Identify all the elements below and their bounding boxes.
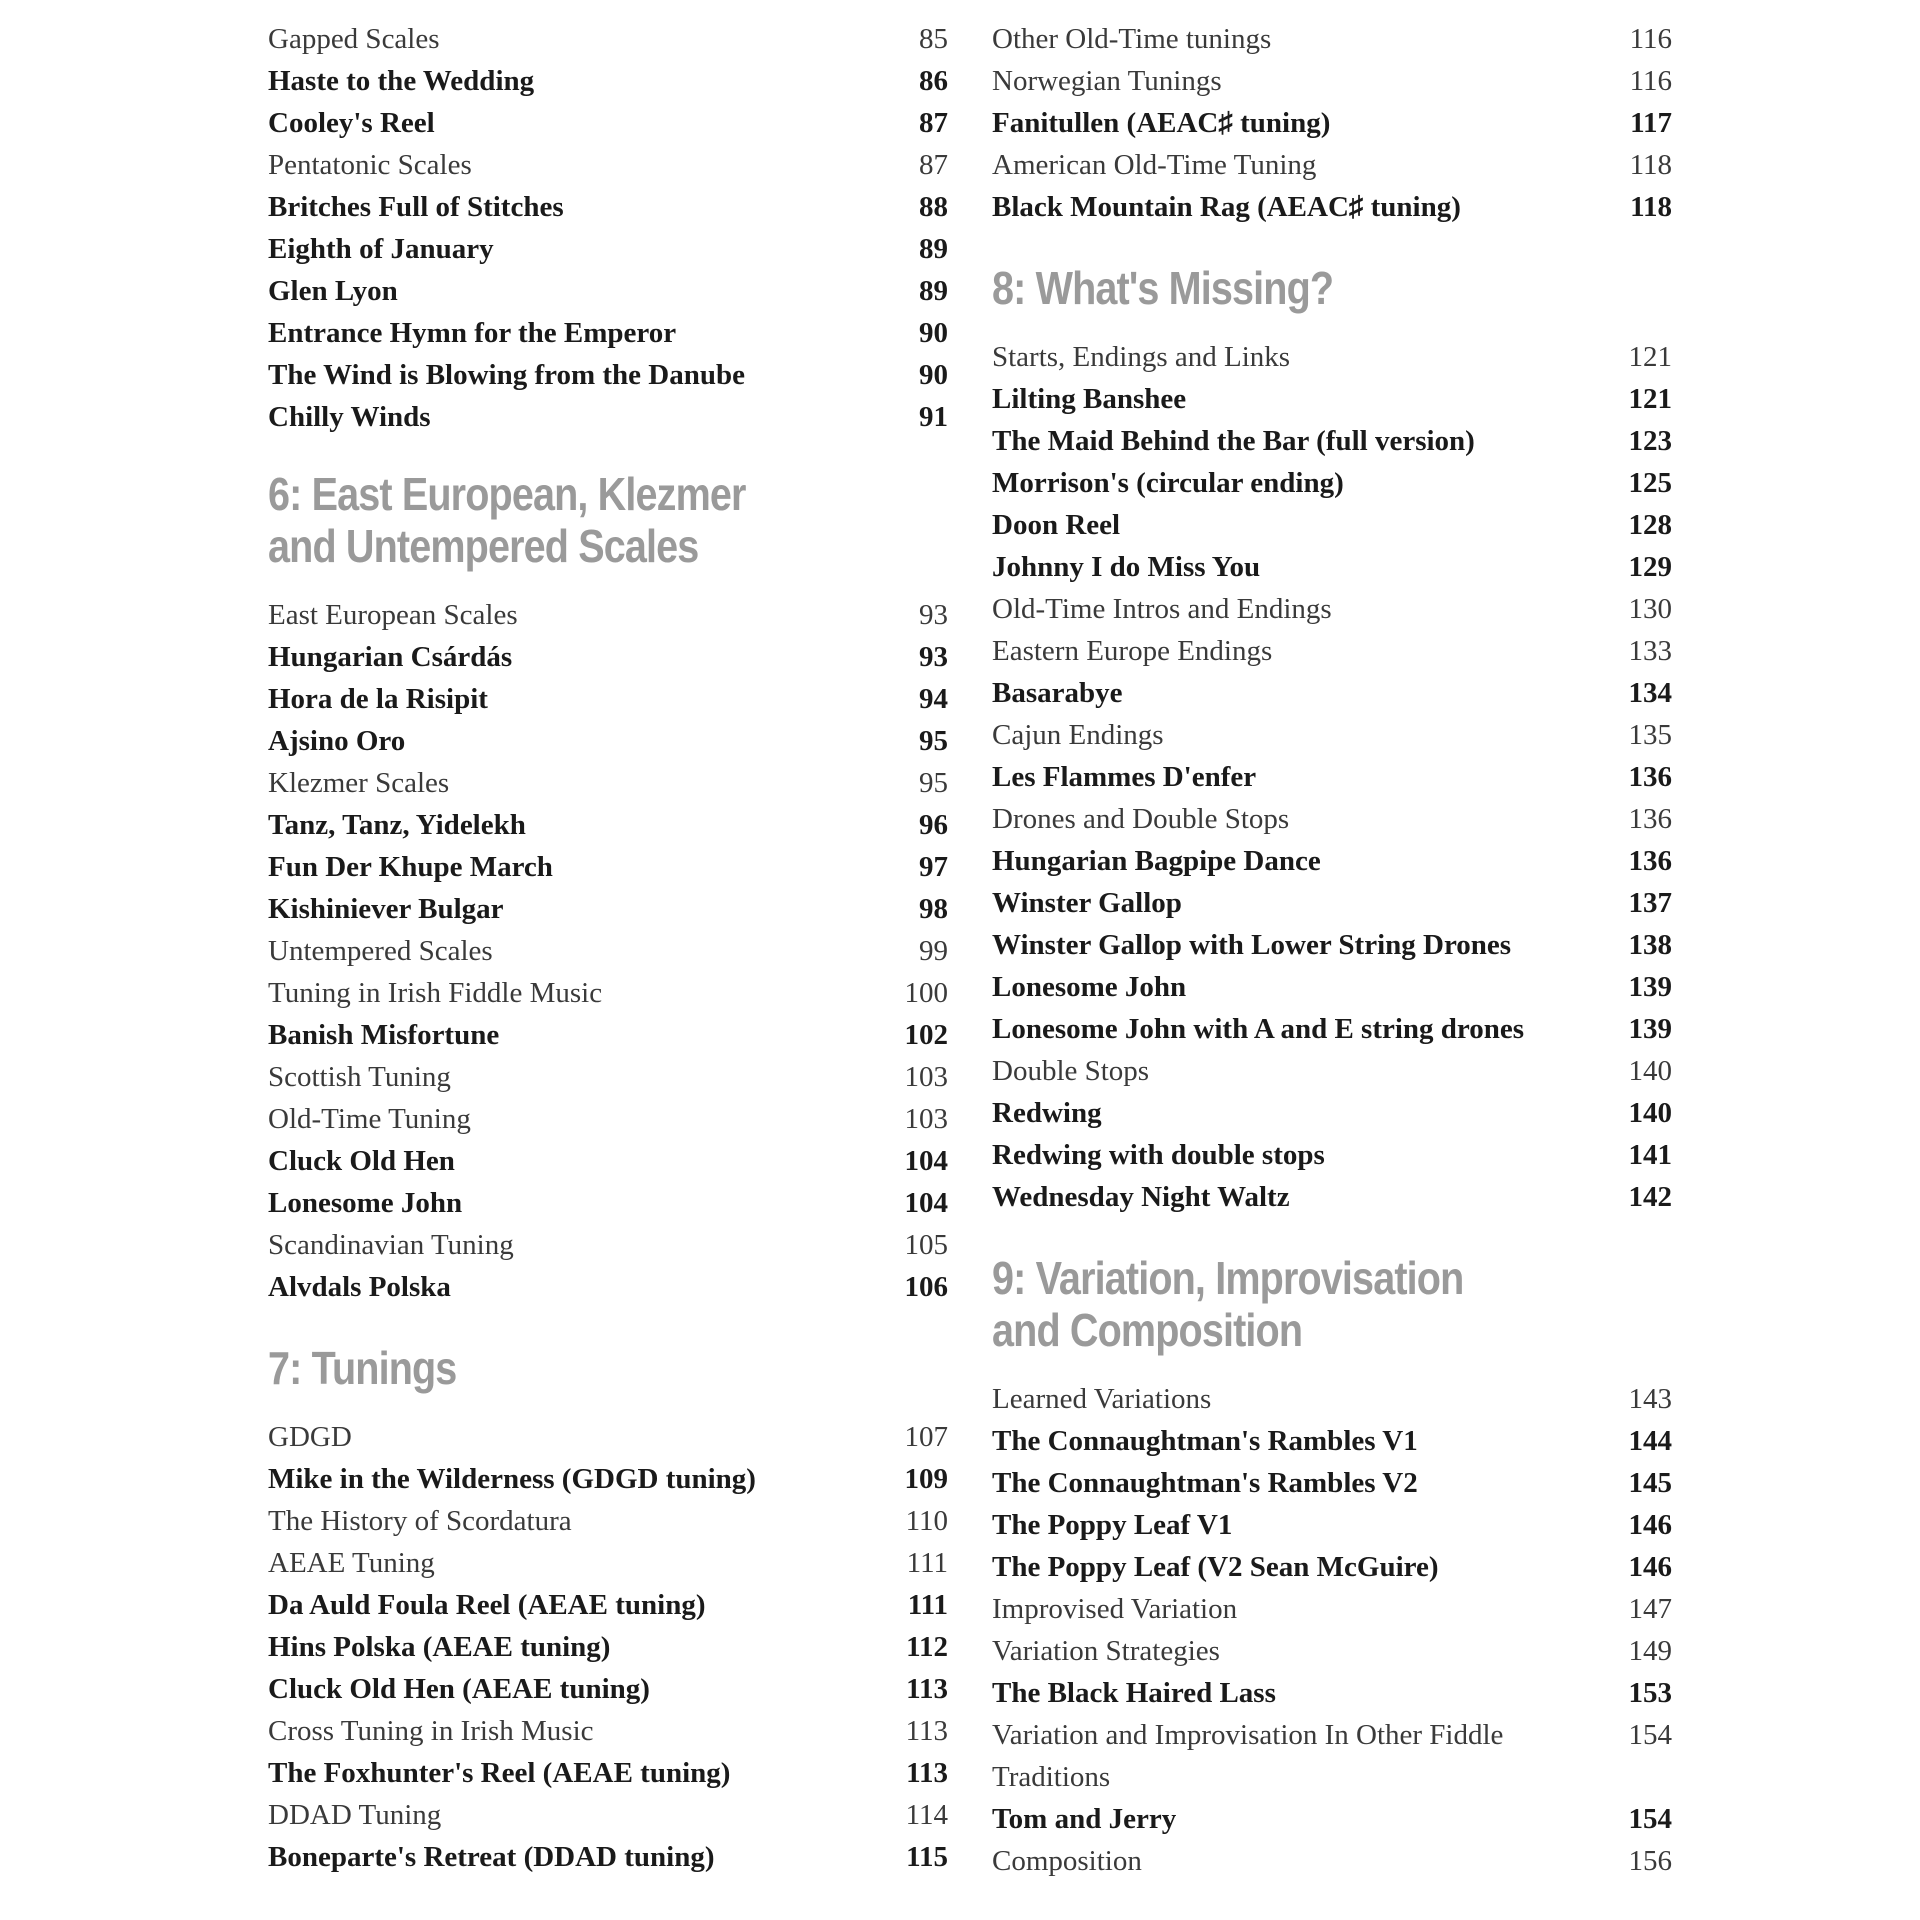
toc-entry-page-number: 140 bbox=[1628, 1097, 1672, 1129]
toc-entry bbox=[992, 1134, 1672, 1176]
toc-entry-title: Winster Gallop bbox=[992, 887, 1182, 919]
toc-entry bbox=[268, 354, 948, 396]
toc-entry bbox=[992, 420, 1672, 462]
toc-entry bbox=[268, 972, 948, 1014]
toc-entry-page-number: 147 bbox=[1628, 1593, 1672, 1625]
toc-entry-page-number: 113 bbox=[906, 1757, 948, 1789]
toc-entry-title: Lilting Banshee bbox=[992, 383, 1187, 415]
toc-entry bbox=[268, 1458, 948, 1500]
toc-entry bbox=[268, 720, 948, 762]
section-6-heading: 6: East European, Klezmer and Untempered Scales bbox=[268, 468, 746, 572]
toc-entry-title: GDGD bbox=[268, 1421, 352, 1453]
toc-entry bbox=[268, 1056, 948, 1098]
toc-entry bbox=[992, 1504, 1672, 1546]
toc-entry-title: The Connaughtman's Rambles V1 bbox=[992, 1425, 1418, 1457]
toc-entry-page-number: 86 bbox=[919, 65, 948, 97]
toc-entry-title: Eastern Europe Endings bbox=[992, 635, 1273, 667]
toc-entry bbox=[992, 378, 1672, 420]
toc-entry-page-number: 87 bbox=[919, 149, 948, 181]
toc-entry-title: Glen Lyon bbox=[268, 275, 398, 307]
toc-entry-title: Scottish Tuning bbox=[268, 1061, 451, 1093]
toc-entry bbox=[992, 588, 1672, 630]
toc-entry-page-number: 105 bbox=[904, 1229, 948, 1261]
toc-entry bbox=[992, 1798, 1672, 1840]
toc-entry-page-number: 89 bbox=[919, 275, 948, 307]
toc-entry-title: Pentatonic Scales bbox=[268, 149, 472, 181]
toc-entry-page-number: 149 bbox=[1628, 1635, 1672, 1667]
toc-entry bbox=[992, 1546, 1672, 1588]
toc-entry-title: Da Auld Foula Reel (AEAE tuning) bbox=[268, 1589, 706, 1621]
toc-entry-title: Winster Gallop with Lower String Drones bbox=[992, 929, 1512, 961]
toc-entry-title: Fanitullen (AEAC♯ tuning) bbox=[992, 107, 1331, 139]
toc-entry-page-number: 130 bbox=[1628, 593, 1672, 625]
toc-entry-title: Starts, Endings and Links bbox=[992, 341, 1291, 373]
toc-entry-page-number: 116 bbox=[1629, 23, 1672, 55]
toc-entry-title: Black Mountain Rag (AEAC♯ tuning) bbox=[992, 191, 1461, 223]
toc-entry-title: Ajsino Oro bbox=[268, 725, 406, 757]
toc-entry bbox=[268, 1668, 948, 1710]
toc-entry-title: Redwing bbox=[992, 1097, 1102, 1129]
toc-entry-title: Old-Time Intros and Endings bbox=[992, 593, 1332, 625]
toc-entry bbox=[268, 804, 948, 846]
toc-entry-page-number: 125 bbox=[1628, 467, 1672, 499]
toc-entry-title: Banish Misfortune bbox=[268, 1019, 500, 1051]
toc-entry bbox=[992, 102, 1672, 144]
toc-entry bbox=[992, 882, 1672, 924]
toc-entry bbox=[992, 1630, 1672, 1672]
toc-entry-page-number: 116 bbox=[1629, 65, 1672, 97]
toc-entry-title: DDAD Tuning bbox=[268, 1799, 442, 1831]
toc-entry-page-number: 107 bbox=[904, 1421, 948, 1453]
toc-entry-title: Variation Strategies bbox=[992, 1635, 1220, 1667]
toc-entry bbox=[268, 228, 948, 270]
toc-entry-page-number: 140 bbox=[1628, 1055, 1672, 1087]
toc-entry bbox=[992, 1714, 1672, 1798]
toc-entry bbox=[268, 60, 948, 102]
toc-entry bbox=[268, 18, 948, 60]
toc-entry bbox=[268, 930, 948, 972]
toc-entry-page-number: 95 bbox=[919, 767, 948, 799]
toc-entry-page-number: 112 bbox=[906, 1631, 948, 1663]
toc-entry-title: Kishiniever Bulgar bbox=[268, 893, 504, 925]
toc-entry bbox=[268, 1752, 948, 1794]
toc-entry-title: Hungarian Csárdás bbox=[268, 641, 513, 673]
toc-entry bbox=[992, 60, 1672, 102]
toc-entry-title: Hora de la Risipit bbox=[268, 683, 488, 715]
toc-entry-page-number: 88 bbox=[919, 191, 948, 223]
toc-entry-page-number: 123 bbox=[1628, 425, 1672, 457]
toc-entry bbox=[268, 1416, 948, 1458]
toc-entry bbox=[992, 18, 1672, 60]
toc-entry bbox=[268, 312, 948, 354]
toc-entry-title: Les Flammes D'enfer bbox=[992, 761, 1257, 793]
toc-entry-title: Eighth of January bbox=[268, 233, 494, 265]
toc-entry-page-number: 138 bbox=[1628, 929, 1672, 961]
toc-entry-title: The Poppy Leaf V1 bbox=[992, 1509, 1233, 1541]
toc-entry-page-number: 95 bbox=[919, 725, 948, 757]
toc-entry-title: Untempered Scales bbox=[268, 935, 493, 967]
section-9-list bbox=[992, 1378, 1672, 1882]
toc-entry bbox=[268, 636, 948, 678]
toc-entry-title: The Connaughtman's Rambles V2 bbox=[992, 1467, 1418, 1499]
toc-entry-title: Old-Time Tuning bbox=[268, 1103, 471, 1135]
section-9-heading: 9: Variation, Improvisation and Composition bbox=[992, 1252, 1464, 1356]
toc-entry bbox=[268, 1266, 948, 1308]
toc-entry bbox=[992, 672, 1672, 714]
toc-entry-title: The Black Haired Lass bbox=[992, 1677, 1276, 1709]
toc-entry bbox=[992, 1378, 1672, 1420]
toc-entry-title: Mike in the Wilderness (GDGD tuning) bbox=[268, 1463, 756, 1495]
toc-entry-title: Redwing with double stops bbox=[992, 1139, 1325, 1171]
toc-entry-title: Drones and Double Stops bbox=[992, 803, 1290, 835]
toc-entry-title: Wednesday Night Waltz bbox=[992, 1181, 1290, 1213]
toc-entry-page-number: 90 bbox=[919, 317, 948, 349]
toc-entry-title: Tuning in Irish Fiddle Music bbox=[268, 977, 603, 1009]
toc-entry-title: East European Scales bbox=[268, 599, 518, 631]
toc-entry bbox=[992, 630, 1672, 672]
toc-left-column bbox=[268, 18, 948, 1878]
toc-entry bbox=[268, 1182, 948, 1224]
toc-entry-title: Composition bbox=[992, 1845, 1142, 1877]
toc-entry bbox=[268, 762, 948, 804]
section-7-list bbox=[268, 1416, 948, 1878]
right-intro-list bbox=[992, 18, 1672, 228]
toc-entry bbox=[268, 888, 948, 930]
toc-entry bbox=[992, 462, 1672, 504]
toc-entry-title: Other Old-Time tunings bbox=[992, 23, 1272, 55]
toc-entry bbox=[992, 924, 1672, 966]
toc-entry bbox=[268, 1794, 948, 1836]
toc-entry-page-number: 146 bbox=[1628, 1509, 1672, 1541]
toc-entry bbox=[992, 1840, 1672, 1882]
toc-entry-page-number: 114 bbox=[905, 1799, 948, 1831]
toc-entry bbox=[268, 1224, 948, 1266]
toc-entry bbox=[992, 144, 1672, 186]
toc-entry-page-number: 110 bbox=[905, 1505, 948, 1537]
toc-entry-page-number: 115 bbox=[906, 1841, 948, 1873]
toc-entry-page-number: 139 bbox=[1628, 1013, 1672, 1045]
toc-entry-page-number: 136 bbox=[1628, 845, 1672, 877]
toc-entry-page-number: 136 bbox=[1628, 803, 1672, 835]
toc-entry bbox=[992, 1008, 1672, 1050]
toc-entry-title: Johnny I do Miss You bbox=[992, 551, 1261, 583]
toc-entry-page-number: 121 bbox=[1628, 383, 1672, 415]
toc-entry-page-number: 118 bbox=[1629, 149, 1672, 181]
toc-entry bbox=[268, 1098, 948, 1140]
toc-entry-page-number: 141 bbox=[1628, 1139, 1672, 1171]
toc-entry-page-number: 98 bbox=[919, 893, 948, 925]
toc-entry bbox=[992, 798, 1672, 840]
left-intro-list bbox=[268, 18, 948, 438]
toc-entry-title: American Old-Time Tuning bbox=[992, 149, 1317, 181]
section-6-list bbox=[268, 594, 948, 1308]
toc-entry-title: Chilly Winds bbox=[268, 401, 431, 433]
toc-entry bbox=[268, 1014, 948, 1056]
toc-entry-title: Hins Polska (AEAE tuning) bbox=[268, 1631, 611, 1663]
toc-entry-title: Improvised Variation bbox=[992, 1593, 1238, 1625]
toc-entry-page-number: 93 bbox=[919, 641, 948, 673]
section-8-list bbox=[992, 336, 1672, 1218]
toc-entry-page-number: 111 bbox=[907, 1589, 948, 1621]
toc-entry-page-number: 96 bbox=[919, 809, 948, 841]
toc-entry bbox=[992, 1672, 1672, 1714]
toc-entry bbox=[268, 678, 948, 720]
toc-entry bbox=[268, 1836, 948, 1878]
toc-entry-title: The Poppy Leaf (V2 Sean McGuire) bbox=[992, 1551, 1439, 1583]
toc-entry-page-number: 104 bbox=[904, 1187, 948, 1219]
toc-entry-page-number: 136 bbox=[1628, 761, 1672, 793]
toc-entry-title: AEAE Tuning bbox=[268, 1547, 435, 1579]
toc-entry bbox=[268, 144, 948, 186]
toc-entry-page-number: 135 bbox=[1628, 719, 1672, 751]
toc-entry bbox=[992, 1588, 1672, 1630]
toc-entry-title: Fun Der Khupe March bbox=[268, 851, 553, 883]
toc-entry-title: Gapped Scales bbox=[268, 23, 440, 55]
toc-entry-page-number: 102 bbox=[904, 1019, 948, 1051]
toc-entry-page-number: 134 bbox=[1628, 677, 1672, 709]
toc-entry-page-number: 142 bbox=[1628, 1181, 1672, 1213]
toc-entry-title: Basarabye bbox=[992, 677, 1123, 709]
toc-entry-title: Doon Reel bbox=[992, 509, 1121, 541]
toc-entry-page-number: 97 bbox=[919, 851, 948, 883]
toc-entry-title: Lonesome John bbox=[268, 1187, 463, 1219]
toc-entry bbox=[992, 840, 1672, 882]
toc-entry bbox=[268, 1626, 948, 1668]
toc-entry-title: The Foxhunter's Reel (AEAE tuning) bbox=[268, 1757, 731, 1789]
toc-entry-title: Tanz, Tanz, Yidelekh bbox=[268, 809, 526, 841]
toc-entry-page-number: 87 bbox=[919, 107, 948, 139]
toc-entry bbox=[992, 336, 1672, 378]
toc-entry-title: Hungarian Bagpipe Dance bbox=[992, 845, 1321, 877]
toc-entry-page-number: 103 bbox=[904, 1103, 948, 1135]
toc-entry-page-number: 90 bbox=[919, 359, 948, 391]
toc-right-column bbox=[992, 18, 1672, 1882]
toc-entry-title: Cross Tuning in Irish Music bbox=[268, 1715, 594, 1747]
toc-entry bbox=[992, 546, 1672, 588]
section-7-heading: 7: Tunings bbox=[268, 1342, 457, 1394]
toc-entry bbox=[992, 714, 1672, 756]
toc-entry-title: Boneparte's Retreat (DDAD tuning) bbox=[268, 1841, 715, 1873]
toc-entry-page-number: 89 bbox=[919, 233, 948, 265]
toc-entry bbox=[268, 1584, 948, 1626]
toc-entry-page-number: 111 bbox=[906, 1547, 948, 1579]
toc-entry-page-number: 91 bbox=[919, 401, 948, 433]
toc-entry bbox=[992, 1176, 1672, 1218]
toc-entry bbox=[992, 1050, 1672, 1092]
toc-entry-page-number: 139 bbox=[1628, 971, 1672, 1003]
toc-entry-page-number: 153 bbox=[1628, 1677, 1672, 1709]
toc-entry-page-number: 129 bbox=[1628, 551, 1672, 583]
toc-entry-title: Variation and Improvisation In Other Fiddle Traditions bbox=[992, 1719, 1504, 1793]
toc-entry-page-number: 104 bbox=[904, 1145, 948, 1177]
toc-entry bbox=[268, 270, 948, 312]
toc-entry-title: The Wind is Blowing from the Danube bbox=[268, 359, 745, 391]
toc-entry-title: Morrison's (circular ending) bbox=[992, 467, 1344, 499]
toc-entry-title: Cooley's Reel bbox=[268, 107, 435, 139]
toc-entry bbox=[268, 594, 948, 636]
toc-entry bbox=[268, 396, 948, 438]
toc-entry-title: Scandinavian Tuning bbox=[268, 1229, 514, 1261]
toc-entry-title: Double Stops bbox=[992, 1055, 1150, 1087]
toc-entry-page-number: 109 bbox=[904, 1463, 948, 1495]
toc-entry-page-number: 85 bbox=[919, 23, 948, 55]
toc-entry bbox=[268, 846, 948, 888]
toc-entry-page-number: 103 bbox=[904, 1061, 948, 1093]
toc-entry bbox=[268, 1710, 948, 1752]
toc-entry-title: Norwegian Tunings bbox=[992, 65, 1222, 97]
toc-entry-title: Britches Full of Stitches bbox=[268, 191, 564, 223]
toc-entry bbox=[992, 756, 1672, 798]
toc-entry-page-number: 113 bbox=[905, 1715, 948, 1747]
toc-entry-title: Haste to the Wedding bbox=[268, 65, 535, 97]
toc-entry-page-number: 133 bbox=[1628, 635, 1672, 667]
toc-entry bbox=[992, 966, 1672, 1008]
toc-entry bbox=[992, 1462, 1672, 1504]
toc-entry-page-number: 118 bbox=[1630, 191, 1672, 223]
toc-entry bbox=[992, 186, 1672, 228]
toc-entry-page-number: 145 bbox=[1628, 1467, 1672, 1499]
toc-entry-page-number: 154 bbox=[1628, 1719, 1672, 1751]
toc-entry-page-number: 146 bbox=[1628, 1551, 1672, 1583]
toc-entry-title: Alvdals Polska bbox=[268, 1271, 451, 1303]
toc-entry-page-number: 106 bbox=[904, 1271, 948, 1303]
toc-entry-title: Lonesome John bbox=[992, 971, 1187, 1003]
toc-entry-title: Tom and Jerry bbox=[992, 1803, 1177, 1835]
toc-entry-page-number: 94 bbox=[919, 683, 948, 715]
toc-entry-title: Klezmer Scales bbox=[268, 767, 450, 799]
toc-entry-title: Cluck Old Hen bbox=[268, 1145, 455, 1177]
toc-entry-page-number: 93 bbox=[919, 599, 948, 631]
toc-entry bbox=[992, 1420, 1672, 1462]
toc-entry-title: Cajun Endings bbox=[992, 719, 1164, 751]
toc-entry-page-number: 143 bbox=[1628, 1383, 1672, 1415]
toc-entry bbox=[268, 1140, 948, 1182]
toc-entry-page-number: 128 bbox=[1628, 509, 1672, 541]
toc-entry-page-number: 121 bbox=[1628, 341, 1672, 373]
toc-entry-title: The Maid Behind the Bar (full version) bbox=[992, 425, 1475, 457]
toc-entry-page-number: 99 bbox=[919, 935, 948, 967]
toc-entry bbox=[268, 102, 948, 144]
toc-entry-page-number: 154 bbox=[1628, 1803, 1672, 1835]
toc-entry-title: Learned Variations bbox=[992, 1383, 1212, 1415]
toc-entry bbox=[268, 1542, 948, 1584]
toc-entry bbox=[992, 1092, 1672, 1134]
toc-entry bbox=[268, 186, 948, 228]
toc-entry-page-number: 113 bbox=[906, 1673, 948, 1705]
section-8-heading: 8: What's Missing? bbox=[992, 262, 1334, 314]
toc-entry-title: Lonesome John with A and E string drones bbox=[992, 1013, 1525, 1045]
toc-entry-title: Entrance Hymn for the Emperor bbox=[268, 317, 677, 349]
toc-entry bbox=[992, 504, 1672, 546]
toc-entry-page-number: 137 bbox=[1628, 887, 1672, 919]
toc-entry-page-number: 100 bbox=[904, 977, 948, 1009]
toc-entry-page-number: 156 bbox=[1628, 1845, 1672, 1877]
toc-entry-page-number: 117 bbox=[1630, 107, 1672, 139]
toc-entry-page-number: 144 bbox=[1628, 1425, 1672, 1457]
toc-entry-title: Cluck Old Hen (AEAE tuning) bbox=[268, 1673, 650, 1705]
toc-entry bbox=[268, 1500, 948, 1542]
toc-entry-title: The History of Scordatura bbox=[268, 1505, 572, 1537]
